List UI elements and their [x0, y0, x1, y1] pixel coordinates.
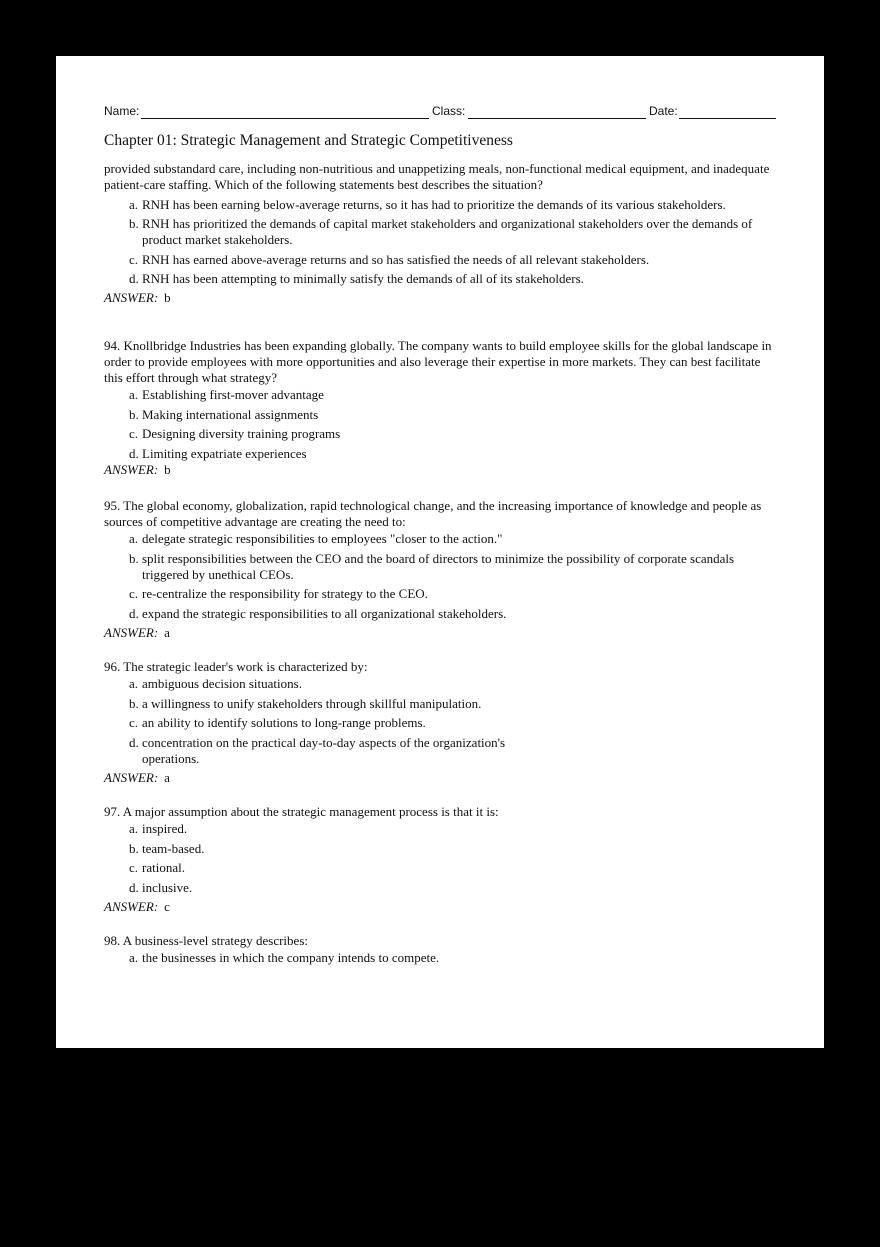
option-letter: a.	[129, 950, 139, 965]
option-c	[104, 426, 776, 442]
option-letter: a.	[129, 196, 139, 212]
option-letter: c.	[129, 426, 139, 441]
option-letter: c.	[129, 715, 139, 730]
option-c	[104, 715, 776, 731]
option-text: Making international assignments	[142, 406, 319, 422]
option-d	[104, 880, 776, 896]
option-b	[104, 216, 776, 248]
option-text: re-centralize the responsibility for strategy to the CEO.	[142, 586, 428, 601]
option-text: RNH has prioritized the demands of capital market stakeholders and organizational stakeholders over the demands of product market stakeholders.	[142, 216, 753, 247]
answer-value: b	[164, 290, 171, 305]
option-text: concentration on the practical day-to-day aspects of the organization's operations.	[142, 734, 506, 766]
question-stem: 98. A business-level strategy describes:	[104, 933, 308, 948]
question-block-98	[104, 933, 776, 966]
option-text: Designing diversity training programs	[142, 426, 341, 441]
option-text: expand the strategic responsibilities to all organizational stakeholders.	[142, 605, 507, 621]
option-letter: c.	[129, 586, 139, 601]
option-text: Establishing first-mover advantage	[142, 387, 324, 402]
option-text: Limiting expatriate experiences	[142, 445, 307, 461]
option-a	[104, 197, 776, 213]
option-d	[104, 735, 562, 767]
document-page	[56, 56, 824, 1048]
question-block-93	[104, 161, 776, 306]
question-block-95	[104, 498, 776, 641]
answer-line	[104, 899, 776, 915]
option-text: a willingness to unify stakeholders through skillful manipulation.	[142, 695, 482, 711]
question-block-97	[104, 804, 776, 915]
option-letter: c.	[129, 860, 139, 875]
question-stem: 97. A major assumption about the strategic management process is that it is:	[104, 804, 499, 819]
option-text: RNH has been attempting to minimally satisfy the demands of all of its stakeholders.	[142, 271, 584, 286]
option-letter: d.	[129, 445, 139, 461]
option-text: team-based.	[142, 840, 205, 856]
student-info-header	[104, 103, 776, 119]
option-text: inspired.	[142, 821, 188, 836]
option-d	[104, 446, 776, 462]
date-label: Date:	[649, 104, 678, 118]
option-text: ambiguous decision situations.	[142, 676, 302, 691]
option-letter: d.	[129, 271, 139, 286]
option-letter: c.	[129, 251, 139, 267]
option-b	[104, 407, 776, 423]
answer-label: ANSWER:	[104, 898, 159, 914]
option-a	[104, 950, 776, 966]
answer-label: ANSWER:	[104, 290, 159, 305]
option-d	[104, 271, 776, 287]
option-text: RNH has been earning below-average returns, so it has had to prioritize the demands of its various stakeholders.	[142, 196, 726, 212]
option-b	[104, 551, 776, 583]
option-a	[104, 821, 776, 837]
answer-value: b	[164, 461, 171, 477]
answer-label: ANSWER:	[104, 624, 159, 640]
answer-value: a	[164, 769, 170, 785]
option-text: the businesses in which the company intends to compete.	[142, 950, 440, 965]
option-letter: a.	[129, 676, 139, 691]
option-letter: b.	[129, 406, 139, 422]
option-letter: a.	[129, 387, 139, 402]
option-letter: a.	[129, 821, 139, 836]
option-text: RNH has earned above-average returns and so has satisfied the needs of all relevant stakeholders.	[142, 251, 650, 267]
answer-label: ANSWER:	[104, 461, 159, 477]
option-letter: d.	[129, 605, 139, 621]
option-letter: d.	[129, 879, 139, 895]
option-letter: b.	[129, 216, 139, 231]
option-a	[104, 531, 776, 547]
question-stem: provided substandard care, including non-nutritious and unappetizing meals, non-functional medical equipment, and inadequate patient-care staffing. Which of the following statements best describes the situation?	[104, 161, 770, 192]
answer-line	[104, 625, 776, 641]
option-letter: d.	[129, 734, 139, 750]
question-stem: 96. The strategic leader's work is characterized by:	[104, 659, 368, 674]
question-block-94	[104, 338, 776, 478]
option-text: split responsibilities between the CEO and the board of directors to minimize the possibility of corporate scandals triggered by unethical CEOs.	[142, 550, 735, 582]
name-label: Name:	[104, 104, 140, 118]
chapter-title: Chapter 01: Strategic Management and Strategic Competitiveness	[104, 132, 513, 149]
question-stem: 94. Knollbridge Industries has been expanding globally. The company wants to build employee skills for the global landscape in order to provide employees with more opportunities and also leverage their expertise in more markets. They can best facilitate this effort through what strategy?	[104, 338, 772, 385]
answer-line	[104, 462, 776, 478]
answer-label: ANSWER:	[104, 769, 159, 785]
option-text: delegate strategic responsibilities to employees "closer to the action."	[142, 531, 503, 546]
question-stem: 95. The global economy, globalization, rapid technological change, and the increasing importance of knowledge and people as sources of competitive advantage are creating the need to:	[104, 498, 762, 529]
option-a	[104, 387, 776, 403]
option-text: rational.	[142, 860, 185, 875]
option-letter: b.	[129, 695, 139, 711]
option-letter: b.	[129, 550, 139, 566]
class-label: Class:	[432, 104, 466, 118]
date-field-line	[679, 117, 776, 119]
option-a	[104, 676, 776, 692]
answer-line	[104, 290, 776, 306]
option-b	[104, 696, 776, 712]
name-field-line	[141, 117, 429, 119]
answer-line	[104, 770, 776, 786]
answer-value: a	[164, 624, 170, 640]
option-text: inclusive.	[142, 879, 193, 895]
option-letter: b.	[129, 840, 139, 856]
option-c	[104, 586, 776, 602]
option-c	[104, 860, 776, 876]
option-letter: a.	[129, 531, 139, 546]
option-d	[104, 606, 776, 622]
option-text: an ability to identify solutions to long-range problems.	[142, 715, 426, 730]
option-b	[104, 841, 776, 857]
class-field-line	[468, 117, 646, 119]
answer-value: c	[164, 898, 170, 914]
question-block-96	[104, 659, 776, 786]
option-c	[104, 252, 776, 268]
